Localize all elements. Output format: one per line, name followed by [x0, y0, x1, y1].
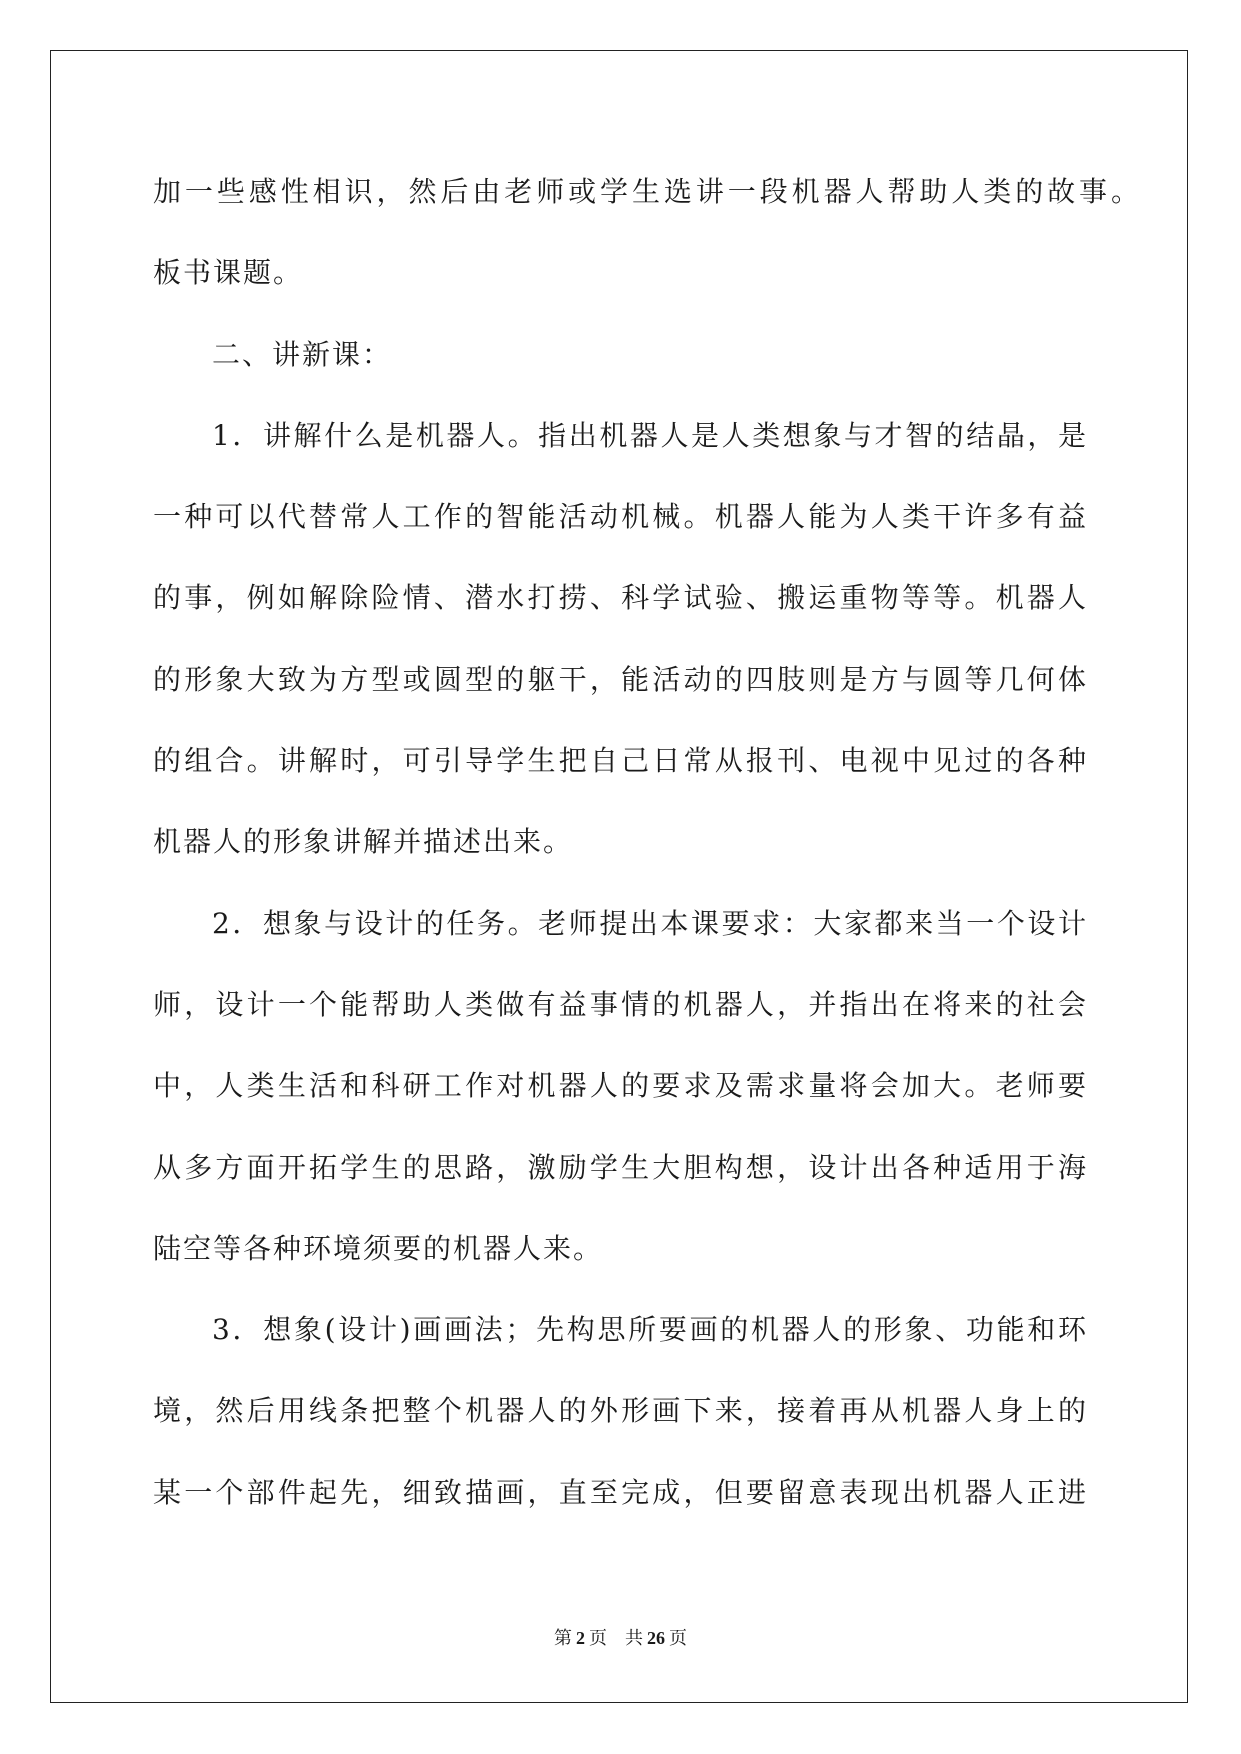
page-suffix: 页: [589, 1628, 607, 1648]
text-line: 机器人的形象讲解并描述出来。: [153, 825, 574, 859]
page-prefix: 第: [554, 1628, 572, 1648]
text-line: 的事，例如解除险情、潜水打捞、科学试验、搬运重物等等。机器人: [153, 581, 1088, 615]
total-pages: 26: [647, 1628, 665, 1648]
text-line: 2．想象与设计的任务。老师提出本课要求：大家都来当一个设计: [212, 906, 1088, 940]
text-line: 某一个部件起先，细致描画，直至完成，但要留意表现出机器人正进: [153, 1475, 1088, 1509]
page-number: 2: [576, 1628, 585, 1648]
text-line: 中，人类生活和科研工作对机器人的要求及需求量将会加大。老师要: [153, 1069, 1088, 1103]
text-line: 师，设计一个能帮助人类做有益事情的机器人，并指出在将来的社会: [153, 987, 1088, 1021]
page-footer: [0, 1624, 1241, 1652]
section-heading: 二、讲新课：: [212, 337, 393, 371]
text-line: 的组合。讲解时，可引导学生把自己日常从报刊、电视中见过的各种: [153, 744, 1088, 778]
text-line: 加一些感性相识，然后由老师或学生选讲一段机器人帮助人类的故事。: [153, 175, 1141, 208]
text-line: 陆空等各种环境须要的机器人来。: [153, 1231, 604, 1265]
total-suffix: 页: [669, 1628, 687, 1648]
text-line: 从多方面开拓学生的思路，激励学生大胆构想，设计出各种适用于海: [153, 1150, 1088, 1184]
text-line: 板书课题。: [153, 256, 304, 290]
text-line: 境，然后用线条把整个机器人的外形画下来，接着再从机器人身上的: [153, 1394, 1088, 1428]
text-line: 一种可以代替常人工作的智能活动机械。机器人能为人类干许多有益: [153, 500, 1088, 534]
text-line: 的形象大致为方型或圆型的躯干，能活动的四肢则是方与圆等几何体: [153, 662, 1088, 696]
document-body: [0, 151, 1241, 1533]
text-line: 3．想象(设计)画画法；先构思所要画的机器人的形象、功能和环: [212, 1313, 1088, 1347]
text-line: 1．讲解什么是机器人。指出机器人是人类想象与才智的结晶，是: [212, 418, 1088, 452]
total-prefix: 共: [625, 1628, 643, 1648]
